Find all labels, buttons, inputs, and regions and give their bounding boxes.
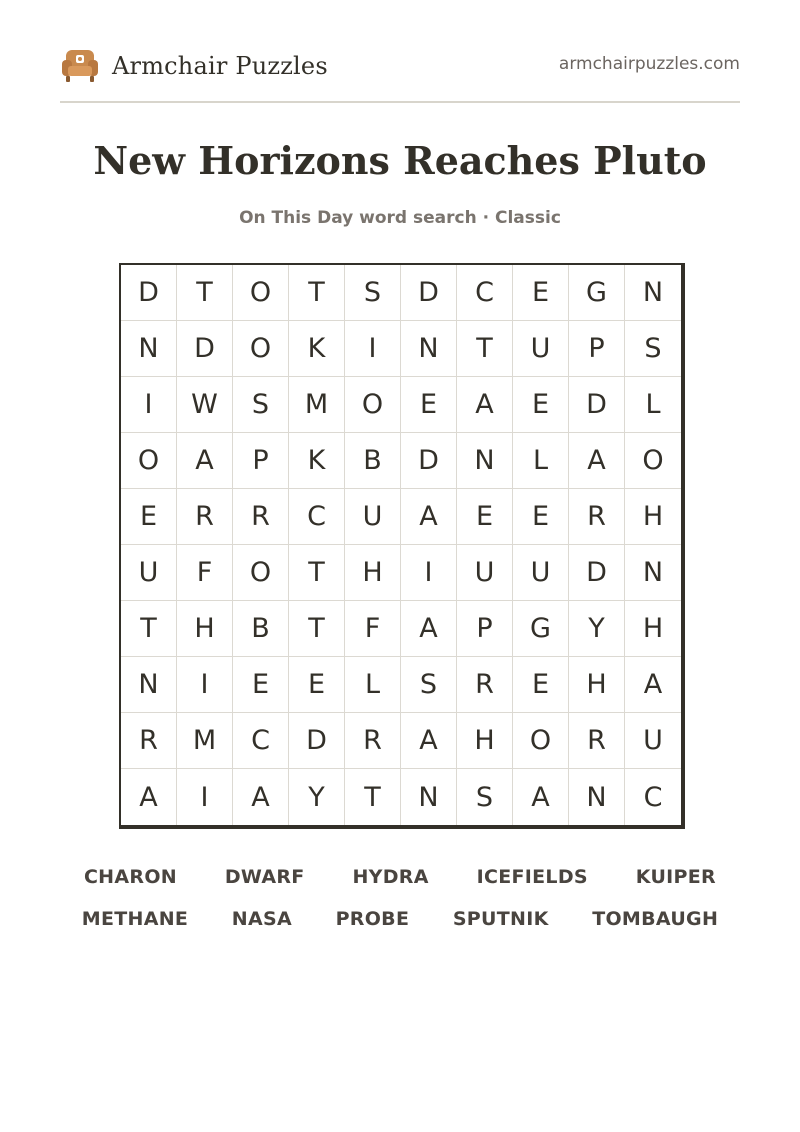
grid-cell[interactable]: K (289, 321, 345, 377)
grid-cell[interactable]: P (569, 321, 625, 377)
grid-cell[interactable]: N (121, 321, 177, 377)
grid-cell[interactable]: A (625, 657, 681, 713)
grid-cell[interactable]: U (625, 713, 681, 769)
grid-cell[interactable]: H (569, 657, 625, 713)
word-list-item: CHARON (83, 866, 177, 888)
grid-cell[interactable]: D (177, 321, 233, 377)
word-list-item: TOMBAUGH (592, 908, 719, 930)
grid-cell[interactable]: U (121, 545, 177, 601)
grid-cell[interactable]: S (625, 321, 681, 377)
grid-cell[interactable]: O (625, 433, 681, 489)
puzzle-subtitle: On This Day word search · Classic (239, 208, 561, 228)
word-list-item: NASA (231, 908, 292, 930)
puzzle-title: New Horizons Reaches Pluto (93, 138, 707, 183)
grid-cell[interactable]: L (625, 377, 681, 433)
grid-cell[interactable]: R (121, 713, 177, 769)
grid-cell[interactable]: C (289, 489, 345, 545)
word-list-item: DWARF (224, 866, 305, 888)
grid-cell[interactable]: E (513, 265, 569, 321)
grid-cell[interactable]: T (345, 769, 401, 825)
grid-cell[interactable]: N (401, 769, 457, 825)
site-url-link[interactable]: armchairpuzzles.com (558, 54, 740, 74)
grid-cell[interactable]: A (401, 489, 457, 545)
word-list-row (60, 898, 740, 940)
grid-cell[interactable]: I (345, 321, 401, 377)
grid-cell[interactable]: R (177, 489, 233, 545)
grid-cell[interactable]: N (457, 433, 513, 489)
grid-cell[interactable]: A (401, 713, 457, 769)
grid-cell[interactable]: E (513, 657, 569, 713)
grid-cell[interactable]: E (233, 657, 289, 713)
grid-cell[interactable]: A (233, 769, 289, 825)
grid-cell[interactable]: C (457, 265, 513, 321)
grid-cell[interactable]: R (457, 657, 513, 713)
brand[interactable] (60, 46, 328, 86)
grid-cell[interactable]: L (345, 657, 401, 713)
grid-cell[interactable]: I (401, 545, 457, 601)
grid-cell[interactable]: A (569, 433, 625, 489)
word-list-row (60, 856, 740, 898)
grid-cell[interactable]: R (569, 713, 625, 769)
grid-cell[interactable]: N (625, 545, 681, 601)
grid-cell[interactable]: G (513, 601, 569, 657)
grid-cell[interactable]: H (457, 713, 513, 769)
grid-cell[interactable]: H (345, 545, 401, 601)
grid-cell[interactable]: E (289, 657, 345, 713)
word-list-item: PROBE (335, 908, 410, 930)
grid-cell[interactable]: C (233, 713, 289, 769)
grid-cell[interactable]: D (289, 713, 345, 769)
grid-cell[interactable]: A (177, 433, 233, 489)
grid-cell[interactable]: N (625, 265, 681, 321)
grid-cell[interactable]: U (513, 321, 569, 377)
word-list-item: SPUTNIK (452, 908, 549, 930)
grid-cell[interactable]: E (513, 377, 569, 433)
grid-cell[interactable]: R (569, 489, 625, 545)
grid-cell[interactable]: T (289, 265, 345, 321)
grid-cell[interactable]: T (177, 265, 233, 321)
grid-cell[interactable]: M (177, 713, 233, 769)
grid-cell[interactable]: P (457, 601, 513, 657)
grid-cell[interactable]: P (233, 433, 289, 489)
grid-cell[interactable]: D (569, 377, 625, 433)
grid-cell[interactable]: T (289, 545, 345, 601)
grid-cell[interactable]: U (345, 489, 401, 545)
grid-cell[interactable]: K (289, 433, 345, 489)
grid-cell[interactable]: H (625, 601, 681, 657)
grid-cell[interactable]: E (457, 489, 513, 545)
word-list-item: HYDRA (352, 866, 429, 888)
armchair-icon (60, 46, 100, 86)
word-list-item: ICEFIELDS (476, 866, 588, 888)
grid-cell[interactable]: A (457, 377, 513, 433)
grid-cell[interactable]: R (345, 713, 401, 769)
grid-cell[interactable]: W (177, 377, 233, 433)
grid-cell[interactable]: T (289, 601, 345, 657)
grid-cell[interactable]: A (513, 769, 569, 825)
grid-cell[interactable]: D (569, 545, 625, 601)
grid-cell[interactable]: I (121, 377, 177, 433)
grid-cell[interactable]: D (401, 265, 457, 321)
grid-cell[interactable]: B (233, 601, 289, 657)
grid-cell[interactable]: N (401, 321, 457, 377)
grid-cell[interactable]: A (401, 601, 457, 657)
grid-cell[interactable]: H (177, 601, 233, 657)
grid-cell[interactable]: O (233, 545, 289, 601)
grid-cell[interactable]: O (345, 377, 401, 433)
grid-cell[interactable]: O (233, 321, 289, 377)
grid-cell[interactable]: T (121, 601, 177, 657)
grid-cell[interactable]: G (569, 265, 625, 321)
grid-cell[interactable]: E (401, 377, 457, 433)
grid-cell[interactable]: Y (289, 769, 345, 825)
word-list-item: METHANE (81, 908, 189, 930)
grid-cell[interactable]: S (345, 265, 401, 321)
grid-cell[interactable]: U (513, 545, 569, 601)
grid-cell[interactable]: O (233, 265, 289, 321)
page-header (60, 40, 740, 90)
grid-cell[interactable]: N (121, 657, 177, 713)
grid-cell[interactable]: R (233, 489, 289, 545)
grid-cell[interactable]: N (569, 769, 625, 825)
grid-cell[interactable]: F (345, 601, 401, 657)
grid-cell[interactable]: O (121, 433, 177, 489)
grid-cell[interactable]: L (513, 433, 569, 489)
grid-cell[interactable]: H (625, 489, 681, 545)
grid-cell[interactable]: I (177, 657, 233, 713)
grid-cell[interactable]: I (177, 769, 233, 825)
word-list-item: KUIPER (635, 866, 716, 888)
grid-cell[interactable]: E (513, 489, 569, 545)
grid-cell[interactable]: T (457, 321, 513, 377)
brand-name: Armchair Puzzles (112, 52, 328, 80)
grid-cell[interactable]: S (233, 377, 289, 433)
grid-cell[interactable]: E (121, 489, 177, 545)
letter-grid (119, 263, 685, 829)
grid-cell[interactable]: S (401, 657, 457, 713)
grid-cell[interactable]: O (513, 713, 569, 769)
word-list (60, 856, 740, 940)
header-divider (60, 101, 740, 103)
grid-cell[interactable]: U (457, 545, 513, 601)
grid-cell[interactable]: D (121, 265, 177, 321)
grid-cell[interactable]: C (643, 781, 663, 813)
grid-cell[interactable]: M (289, 377, 345, 433)
grid-cell[interactable]: Y (569, 601, 625, 657)
grid-cell[interactable]: S (457, 769, 513, 825)
grid-cell[interactable]: D (401, 433, 457, 489)
grid-cell[interactable]: A (121, 769, 177, 825)
grid-cell[interactable]: F (177, 545, 233, 601)
grid-cell[interactable]: B (345, 433, 401, 489)
